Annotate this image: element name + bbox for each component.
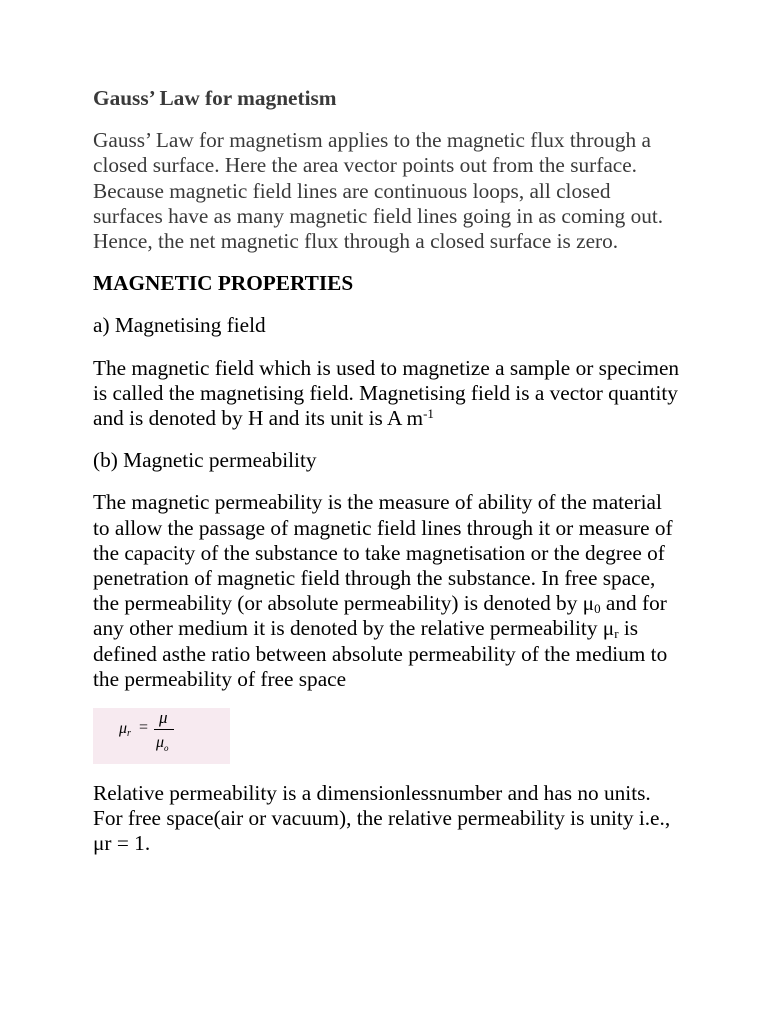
formula-denominator-subscript: o <box>164 743 169 754</box>
formula-fraction-bar <box>154 729 174 730</box>
formula-lhs-symbol: μ <box>119 720 128 738</box>
permeability-body <box>93 490 683 692</box>
formula-denominator-symbol: μ <box>156 734 165 752</box>
mu-r-subscript: r <box>614 626 619 642</box>
permeability-text-3: is defined asthe ratio between absolute permeability of the medium to the permeability of free space <box>93 616 668 691</box>
magnetic-properties-heading: MAGNETIC PROPERTIES <box>93 271 354 296</box>
formula-lhs <box>119 720 131 738</box>
document-content <box>93 86 683 857</box>
magnetising-field-title: a) Magnetising field <box>93 313 266 338</box>
unit-exponent: -1 <box>423 406 434 422</box>
relative-permeability-formula <box>93 708 230 764</box>
relative-permeability-note: Relative permeability is a dimensionlessnumber and has no units. For free space(air or vacuum), the relative permeability is unity i.e., μr = 1. <box>93 781 671 856</box>
formula-lhs-subscript: r <box>127 728 131 740</box>
permeability-title: (b) Magnetic permeability <box>93 448 317 473</box>
magnetising-field-body <box>93 356 683 432</box>
mu-zero-subscript: 0 <box>594 601 601 617</box>
formula-numerator: μ <box>159 708 168 728</box>
gauss-law-body: Gauss’ Law for magnetism applies to the magnetic flux through a closed surface. Here the area vector points out from the surface. Because magnetic field lines are continuous loops, all closed surfaces have as many magnetic field lines going in as coming out. Hence, the net magnetic flux through a closed surface is zero. <box>93 128 664 254</box>
magnetising-field-text: The magnetic field which is used to magnetize a sample or specimen is called the magnetising field. Magnetising field is a vector quantity and is denoted by H and its unit is A m <box>93 355 680 431</box>
gauss-law-title: Gauss’ Law for magnetism <box>93 86 337 110</box>
formula-equals: = <box>139 719 149 737</box>
permeability-text-2: and for any other medium it is denoted by the relative permeability μ <box>93 591 667 641</box>
permeability-text-1: The magnetic permeability is the measure of ability of the material to allow the passage of magnetic field lines through it or measure of the capacity of the substance to take magnetisation or the degree of penetration of magnetic field through the substance. In free space, the permeability (or absolute permeability) is denoted by μ <box>93 490 673 616</box>
formula-denominator <box>156 734 169 752</box>
